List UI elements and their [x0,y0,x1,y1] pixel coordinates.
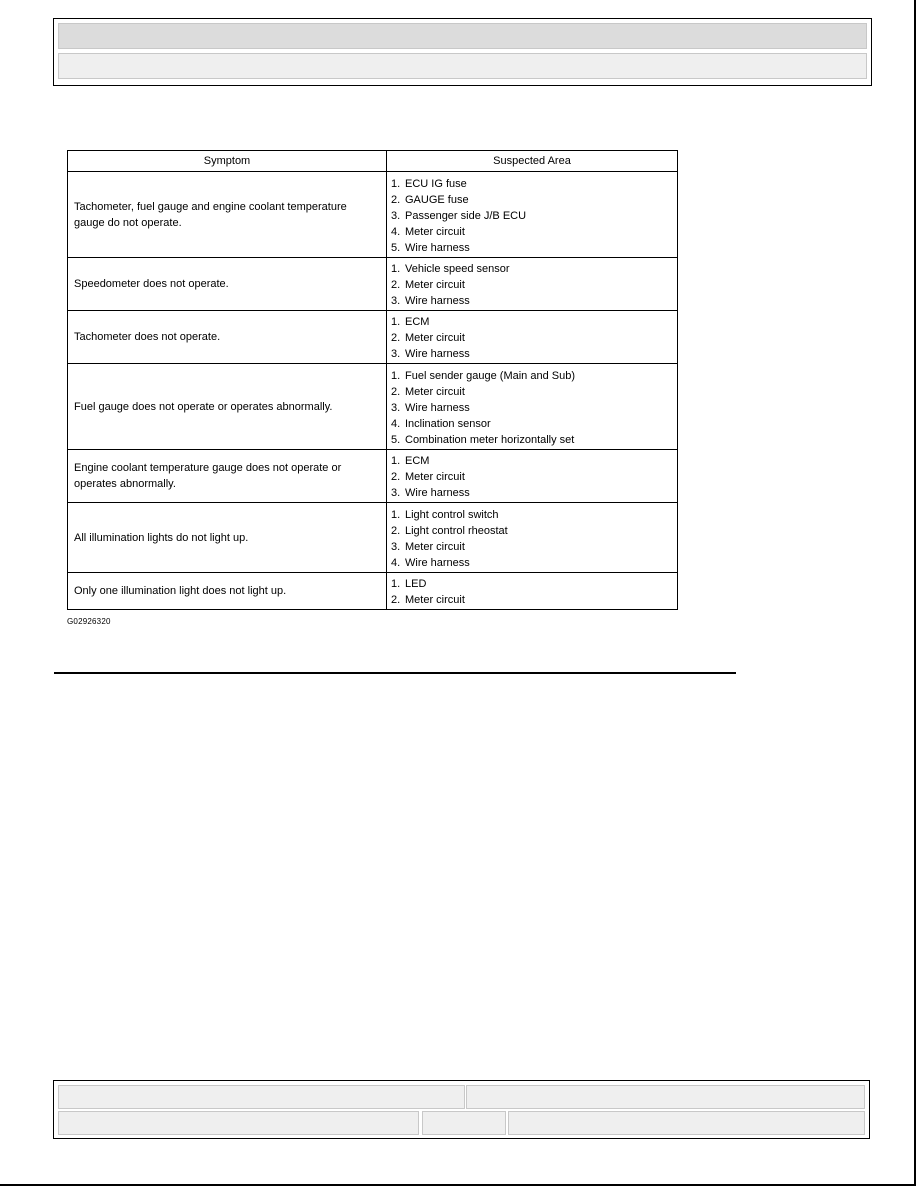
list-item-number: 2. [391,279,401,291]
suspected-area-cell [387,364,678,450]
symptom-column-header: Symptom [68,151,387,172]
page-header [53,18,872,86]
list-item [391,330,671,346]
list-item [391,416,671,432]
suspected-area-list [391,368,671,448]
list-item-text: Meter circuit [405,471,465,483]
list-item-number: 1. [391,508,401,521]
list-item-text: LED [405,578,427,590]
list-item [391,293,671,309]
symptom-cell: Tachometer does not operate. [68,311,387,364]
list-item [391,224,671,240]
list-item [391,277,671,293]
list-item [391,368,671,384]
list-item-number: 2. [391,332,401,344]
table-row [68,503,678,573]
suspected-area-cell [387,450,678,503]
table-row [68,258,678,311]
list-item-text: Light control rheostat [405,524,508,537]
list-item [391,192,671,208]
list-item-number: 1. [391,177,401,190]
list-item-text: ECU IG fuse [405,177,467,190]
list-item-text: Meter circuit [405,594,465,606]
list-item [391,576,671,592]
suspected-area-list [391,261,671,309]
list-item-text: ECM [405,455,430,467]
list-item-number: 4. [391,225,401,238]
list-item-text: Meter circuit [405,540,465,553]
symptom-cell: Speedometer does not operate. [68,258,387,311]
list-item-text: Meter circuit [405,385,465,398]
list-item [391,384,671,400]
list-item-text: Vehicle speed sensor [405,263,510,275]
list-item-number: 1. [391,316,401,328]
list-item-number: 3. [391,487,401,499]
list-item-number: 3. [391,209,401,222]
list-item [391,346,671,362]
list-item-text: Fuel sender gauge (Main and Sub) [405,369,575,382]
list-item-number: 1. [391,263,401,275]
list-item [391,432,671,448]
suspected-area-cell [387,172,678,258]
footer-cell-bottom-middle [422,1111,506,1135]
table-row [68,364,678,450]
list-item-text: Wire harness [405,348,470,360]
symptom-table [67,150,678,610]
list-item-text: Meter circuit [405,225,465,238]
suspected-area-cell [387,573,678,610]
list-item-text: Light control switch [405,508,499,521]
list-item [391,400,671,416]
header-subtitle-bar [58,53,867,79]
symptom-cell: Tachometer, fuel gauge and engine coolant temperature gauge do not operate. [68,172,387,258]
footer-cell-left [58,1085,465,1109]
list-item-number: 2. [391,594,401,606]
list-item [391,176,671,192]
suspected-area-cell [387,258,678,311]
list-item-text: Inclination sensor [405,417,491,430]
list-item-number: 2. [391,193,401,206]
suspected-area-list [391,576,671,608]
list-item-text: ECM [405,316,430,328]
symptom-cell: Only one illumination light does not light up. [68,573,387,610]
list-item-number: 3. [391,295,401,307]
list-item-number: 1. [391,455,401,467]
list-item-number: 2. [391,524,401,537]
suspected-area-list [391,176,671,256]
symptom-cell: All illumination lights do not light up. [68,503,387,573]
list-item [391,314,671,330]
list-item-number: 5. [391,433,401,446]
list-item [391,507,671,523]
footer-cell-bottom-left [58,1111,419,1135]
list-item [391,469,671,485]
page-footer [53,1080,870,1139]
symptom-cell: Engine coolant temperature gauge does not operate or operates abnormally. [68,450,387,503]
list-item [391,555,671,571]
list-item-text: GAUGE fuse [405,193,469,206]
list-item [391,539,671,555]
figure-code: G02926320 [67,617,111,626]
list-item [391,208,671,224]
table-row [68,573,678,610]
symptom-cell: Fuel gauge does not operate or operates abnormally. [68,364,387,450]
list-item [391,240,671,256]
list-item-text: Passenger side J/B ECU [405,209,527,222]
list-item [391,453,671,469]
table-body [68,172,678,610]
list-item-number: 2. [391,471,401,483]
list-item-text: Meter circuit [405,332,465,344]
list-item [391,523,671,539]
table-row [68,172,678,258]
suspected-area-list [391,507,671,571]
horizontal-rule [54,672,736,674]
table-row [68,311,678,364]
list-item-text: Wire harness [405,295,470,307]
suspected-area-cell [387,311,678,364]
list-item-text: Wire harness [405,556,470,569]
footer-cell-bottom-right [508,1111,865,1135]
list-item-number: 3. [391,348,401,360]
table-header-row [68,151,678,172]
suspected-area-column-header: Suspected Area [387,151,678,172]
list-item-number: 5. [391,241,401,254]
list-item [391,485,671,501]
suspected-area-list [391,314,671,362]
list-item [391,592,671,608]
list-item-number: 4. [391,417,401,430]
list-item-number: 4. [391,556,401,569]
suspected-area-cell [387,503,678,573]
list-item-number: 1. [391,578,401,590]
header-title-bar [58,23,867,49]
list-item-number: 3. [391,401,401,414]
list-item-number: 1. [391,369,401,382]
list-item-text: Wire harness [405,487,470,499]
suspected-area-list [391,453,671,501]
list-item-text: Wire harness [405,241,470,254]
footer-cell-right [466,1085,865,1109]
list-item-text: Meter circuit [405,279,465,291]
list-item-number: 3. [391,540,401,553]
list-item-number: 2. [391,385,401,398]
list-item-text: Combination meter horizontally set [405,433,575,446]
list-item [391,261,671,277]
list-item-text: Wire harness [405,401,470,414]
table-row [68,450,678,503]
